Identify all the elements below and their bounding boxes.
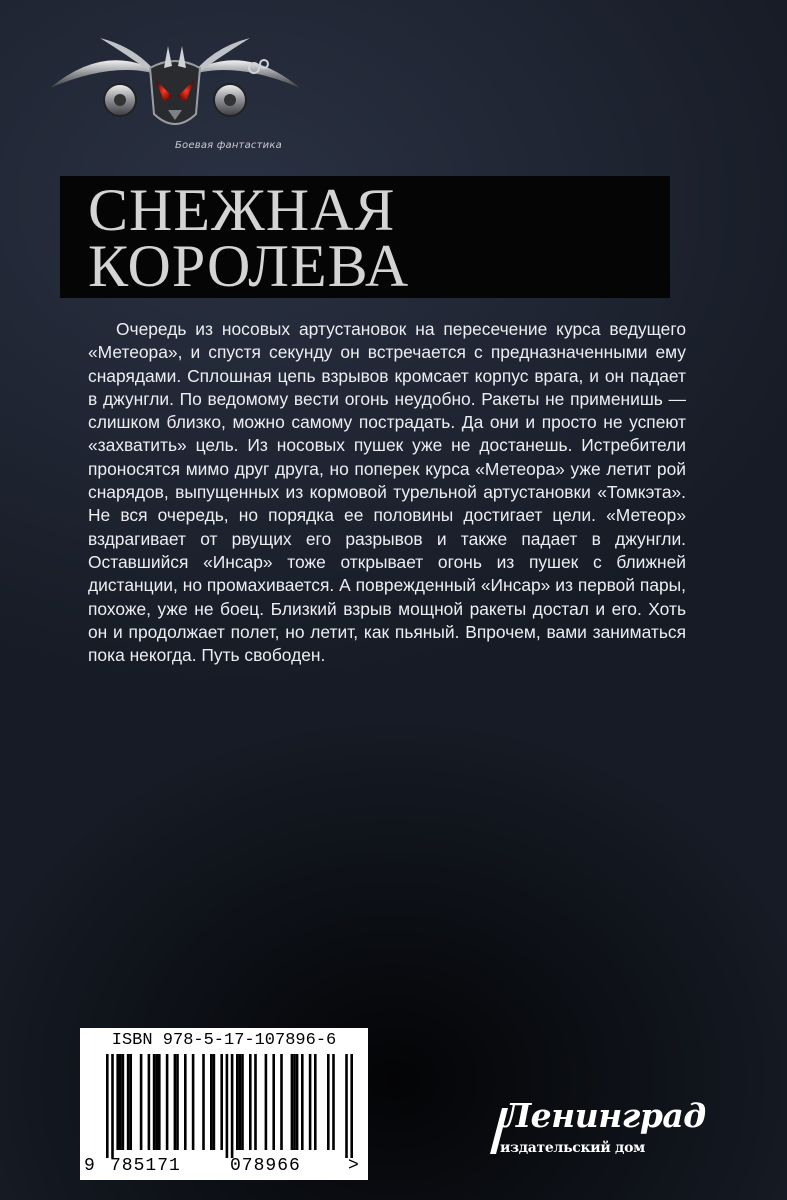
- series-caption: Боевая фантастика: [175, 140, 282, 151]
- barcode-bar: [332, 1054, 335, 1150]
- ean-quiet-zone-arrow: >: [348, 1156, 359, 1176]
- barcode-bar: [226, 1054, 229, 1158]
- publisher-name: Ленинград: [502, 1096, 706, 1135]
- barcode-bar: [350, 1054, 353, 1158]
- barcode-bar: [241, 1054, 244, 1150]
- barcode-bar: [280, 1054, 283, 1150]
- barcode-bar: [236, 1054, 239, 1150]
- barcode-bar: [345, 1054, 348, 1158]
- barcode-bar: [155, 1054, 158, 1150]
- barcode-bar: [272, 1054, 275, 1150]
- barcode-bar: [213, 1054, 216, 1150]
- barcode-bar: [122, 1054, 125, 1150]
- publisher-subtitle: издательский дом: [500, 1140, 645, 1156]
- barcode-bar: [119, 1054, 122, 1150]
- barcode-bar: [254, 1054, 257, 1150]
- barcode-bar: [249, 1054, 252, 1150]
- barcode-bar: [140, 1054, 143, 1150]
- ean-left-group: 785171: [110, 1156, 181, 1176]
- series-logo: [40, 18, 310, 151]
- barcode-bar: [327, 1054, 330, 1150]
- barcode-bar: [291, 1054, 294, 1150]
- barcode-bar: [314, 1054, 317, 1150]
- ean-barcode-icon: [94, 1054, 354, 1158]
- barcode-bar: [309, 1054, 312, 1150]
- book-title-line-2: КОРОЛЕВА: [88, 233, 410, 299]
- barcode-bar: [116, 1054, 119, 1150]
- barcode-bar: [210, 1054, 213, 1150]
- barcode-bar: [293, 1054, 296, 1150]
- barcode-bar: [174, 1054, 177, 1150]
- blurb-text: Очередь из носовых артустановок на пересечение курса ведущего «Метеора», и спустя секунду он встречается с предназначенными ему снарядами. Сплошная цепь взрывов кромсает корпус врага, и он падает в джунгли. По ведомому вести огонь неудобно. Ракеты не применишь — слишком близко, можно самому пострадать. Да они и просто не успеют «захватить» цель. Из носовых пушек уже не достанешь. Истребители проносятся мимо друг друга, но поперек курса «Метеора» уже летит рой снарядов, выпущенных из кормовой турельной артустановки «Томкэта». Не вся очередь, но порядка ее половины достигает цели. «Метеор» вздрагивает от рвущих его разрывов и также падает в джунгли. Оставшийся «Инсар» тоже открывает огонь из пушек с ближней дистанции, но промахивается. А поврежденный «Инсар» из первой пары, похоже, уже не боец. Близкий взрыв мощной ракеты достал и его. Хоть он и продолжает полет, но летит, как пьяный. Впрочем, вами заниматься пока некогда. Путь свободен.: [88, 319, 686, 666]
- barcode-bar: [148, 1054, 151, 1150]
- publisher-logo: [488, 1092, 706, 1162]
- barcode-bar: [158, 1054, 161, 1150]
- alien-mask-logo-icon: [40, 18, 310, 148]
- ean-right-group: 078966: [230, 1156, 301, 1176]
- barcode-bar: [176, 1054, 179, 1150]
- book-title-line-1: СНЕЖНАЯ: [88, 177, 396, 243]
- barcode-bar: [296, 1054, 299, 1150]
- barcode-bar: [220, 1054, 223, 1150]
- barcode-bar: [184, 1054, 187, 1150]
- isbn-label: ISBN 978-5-17-107896-6: [111, 1031, 337, 1050]
- barcode-bar: [301, 1054, 304, 1150]
- barcode-bar: [153, 1054, 156, 1150]
- barcode-bar: [239, 1054, 242, 1150]
- barcode-bar: [127, 1054, 130, 1150]
- barcode-bar: [192, 1054, 195, 1150]
- barcode-block: [80, 1028, 368, 1180]
- barcode-bar: [231, 1054, 234, 1158]
- barcode-bar: [202, 1054, 205, 1150]
- barcode-bar: [111, 1054, 114, 1158]
- ean-first-digit: 9: [84, 1156, 95, 1176]
- barcode-bar: [106, 1054, 109, 1158]
- barcode-bar: [265, 1054, 268, 1150]
- barcode-bar: [129, 1054, 132, 1150]
- barcode-bar: [166, 1054, 169, 1150]
